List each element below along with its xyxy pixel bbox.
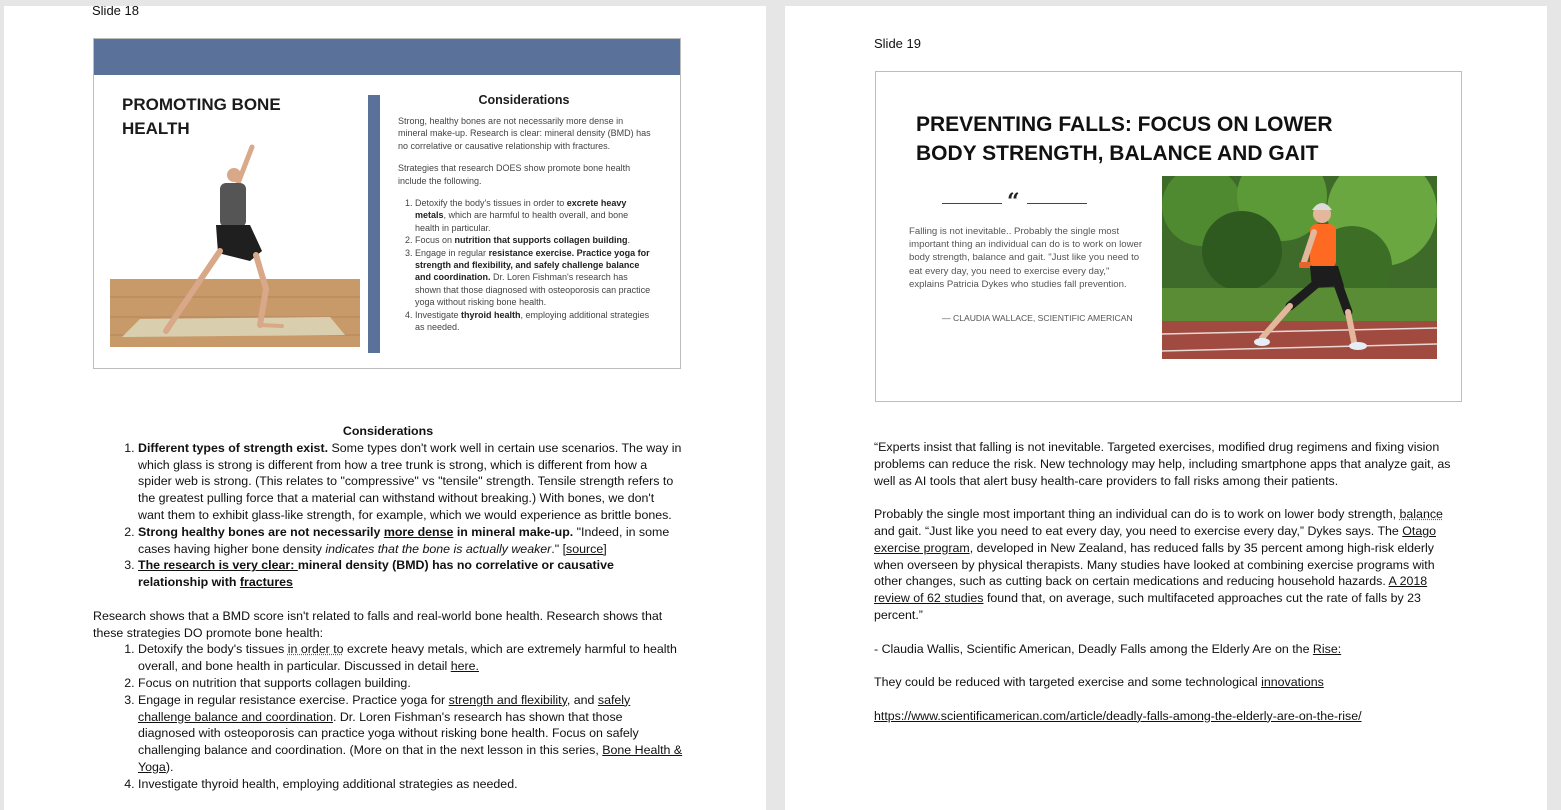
notes-list-item: 2. Focus on nutrition that supports collagen building. xyxy=(138,675,683,692)
slide-19-quote: Falling is not inevitable.. Probably the single most important thing an individual can do is to work on lower body strength, balance and gait. "Just like you need to eat every day, you need to exercise every day," explains Patricia Dykes who studies fall prevention. xyxy=(909,226,1143,290)
slide-19-thumbnail[interactable] xyxy=(875,71,1462,402)
notes-list-item: 3. The research is very clear: mineral density (BMD) has no correlative or causative relationship with fractures xyxy=(138,557,683,591)
bone-health-yoga-link[interactable]: Bone Health & Yoga xyxy=(138,743,683,774)
strength-flexibility-link[interactable]: strength and flexibility xyxy=(448,692,567,707)
slide-considerations-heading: Considerations xyxy=(478,93,570,107)
notes-paragraph: “Experts insist that falling is not inevitable. Targeted exercises, modified drug regimens and fixing vision problems can reduce the risk. New technology may help, including smartphone apps that analyze gait, as well as AI tools that alert busy health-care providers to fall risks among their patients. xyxy=(874,440,1451,488)
quote-rule-left xyxy=(942,203,1002,204)
slide-list-item: 1. Detoxify the body's tissues in order to excrete heavy metals, which are harmful to health overall, and bone health in particular. xyxy=(415,197,654,234)
slide-18-label: Slide 18 xyxy=(92,6,139,18)
slide-list-item: 2. Focus on nutrition that supports collagen building. xyxy=(415,234,654,246)
article-url-link[interactable]: https://www.scientificamerican.com/article/deadly-falls-among-the-elderly-are-on-the-rise/ xyxy=(874,708,1362,723)
slide-18-notes[interactable] xyxy=(93,423,683,793)
document-page-right xyxy=(785,6,1547,810)
slide-19-title: PREVENTING FALLS: FOCUS ON LOWER BODY STRENGTH, BALANCE AND GAIT xyxy=(916,113,1333,165)
slide-banner xyxy=(94,39,680,75)
slide-19-label: Slide 19 xyxy=(874,36,921,51)
slide-accent-bar xyxy=(368,95,380,353)
notes-list-item: 4. Investigate thyroid health, employing additional strategies as needed. xyxy=(138,776,683,793)
review-studies-link[interactable]: A 2018 review of 62 studies xyxy=(874,574,1428,606)
slide-18-thumbnail[interactable] xyxy=(93,38,681,369)
balance-coordination-link[interactable]: safely challenge balance and coordination xyxy=(138,692,631,724)
innovations-link[interactable]: innovations xyxy=(1261,675,1324,690)
rise-link[interactable]: Rise: xyxy=(1312,641,1342,656)
notes-considerations-heading: Considerations xyxy=(342,424,434,438)
slide-19-attribution: — CLAUDIA WALLACE, SCIENTIFIC AMERICAN xyxy=(942,313,1133,323)
here-link[interactable]: here. xyxy=(450,659,479,674)
yoga-warrior-photo xyxy=(110,139,360,349)
quote-mark-icon: “ xyxy=(1007,189,1020,215)
slide-19-notes[interactable] xyxy=(874,439,1464,725)
lunge-exercise-photo xyxy=(1162,176,1437,359)
quote-rule-right xyxy=(1027,203,1087,204)
notes-paragraph: Probably the single most important thing an individual can do is to work on lower body strength, balance and gait. “Just like you need to eat every day, you need to exercise every day,” Dykes says. The Otago exercise program, developed in New Zealand, has reduced falls by 35 percent among high-risk elderly when overseen by physical therapists. Many studies have looked at combining exercise programs with other changes, such as cutting back on certain medications and reducing household hazards. A 2018 review of 62 studies found that, on average, such multifaceted approaches cut the rate of falls by 23 percent.” xyxy=(874,507,1443,622)
notes-list-item: 2. Strong healthy bones are not necessarily more dense in mineral make-up. "Indeed, in some cases having higher bone density indicates that the bone is actually weaker." [source] xyxy=(138,524,683,558)
otago-program-link[interactable]: Otago exercise program xyxy=(874,523,1437,555)
notes-list-item: 1. Detoxify the body's tissues in order to excrete heavy metals, which are extremely harmful to health overall, and bone health in particular. Discussed in detail here. xyxy=(138,641,683,675)
more-dense-link[interactable]: more dense xyxy=(383,524,454,539)
slide-list-item: 4. Investigate thyroid health, employing additional strategies as needed. xyxy=(415,309,654,334)
notes-paragraph: They could be reduced with targeted exercise and some technological innovations xyxy=(874,675,1324,690)
slide-18-title: PROMOTING BONE HEALTH xyxy=(122,95,281,138)
notes-paragraph: - Claudia Wallis, Scientific American, Deadly Falls among the Elderly Are on the Rise: xyxy=(874,641,1342,656)
document-page-left xyxy=(4,6,766,810)
slide-18-body: Strong, healthy bones are not necessarily more dense in mineral make-up. Research is clear: mineral density (BMD) has no correlative or causative relationship with fractures. Strategies that research DOES show promote bone health include the following. 1. Detoxify the body's tissues in order to excrete heavy metals, which are harmful to health overall, and bone health in particular. 2. Focus on nutrition that supports collagen building. 3. Engage in regular resistance exercise. Practice yoga for strength and flexibility, and safely challenge balance and coordination. Dr. Loren Fishman's research has shown that those diagnosed with osteoporosis can practice yoga without risking bone health. 4. Investigate thyroid health, employing additional strategies as needed. xyxy=(398,115,654,334)
research-paragraph: Research shows that a BMD score isn't related to falls and real-world bone health. Research shows that these strategies DO promote bone health: xyxy=(93,608,663,640)
source-link[interactable]: [source] xyxy=(562,541,607,556)
notes-list-item: 3. Engage in regular resistance exercise. Practice yoga for strength and flexibility, and safely challenge balance and coordination. Dr. Loren Fishman's research has shown that those diagnosed with osteoporosis can practice yoga without risking bone health. Focus on safely challenging balance and coordination. (More on that in the next lesson in this series, Bone Health & Yoga). xyxy=(138,692,683,776)
fractures-link[interactable]: fractures xyxy=(239,575,293,590)
notes-list-item: 1. Different types of strength exist. Some types don't work well in certain use scenarios. The way in which glass is strong is different from how a tree trunk is strong, which is different from how a spider web is strong. (This relates to "compressive" vs "tensile" strength. Tensile strength refers to the greatest pulling force that a material can withstand without breaking.) With bones, we don't want them to exhibit glass-like strength, for example, which we would experience as brittle bones. xyxy=(138,440,683,524)
research-link[interactable]: The research is very clear: xyxy=(138,558,298,573)
slide-list-item: 3. Engage in regular resistance exercise. Practice yoga for strength and flexibility, and safely challenge balance and coordination. Dr. Loren Fishman's research has shown that those diagnosed with osteoporosis can practice yoga without risking bone health. xyxy=(415,247,654,309)
